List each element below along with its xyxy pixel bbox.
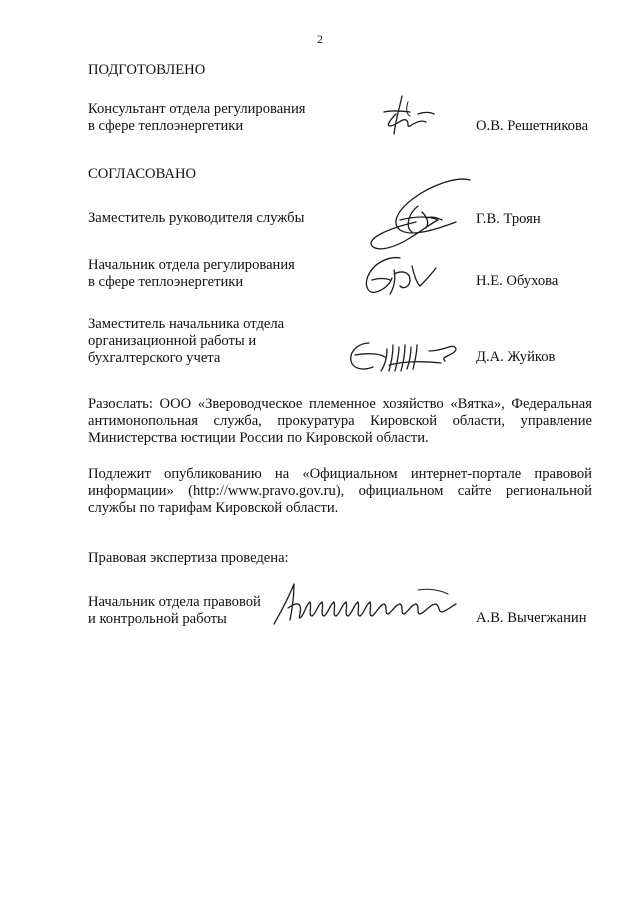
position-line: в сфере теплоэнергетики	[88, 274, 244, 290]
signature-obukhova	[360, 252, 442, 302]
position-line: Консультант отдела регулирования	[88, 101, 306, 117]
agreed-signer-position	[88, 257, 318, 291]
signature-reshetnikova	[372, 92, 442, 140]
agreed-heading: СОГЛАСОВАНО	[88, 166, 197, 182]
page-number: 2	[317, 32, 323, 46]
signature-zhuikov	[345, 335, 470, 377]
position-line: Начальник отдела регулирования	[88, 257, 295, 273]
signature-troyan	[360, 172, 480, 262]
distribution-list: Разослать: ООО «Звероводческое племенное хозяйство «Вятка», Федеральная антимонопольная служба, прокуратура Кировской области, управление Министерства юстиции России по Кировской области.	[88, 396, 592, 446]
agreed-signer-name: Г.В. Троян	[476, 211, 541, 227]
agreed-signer-position	[88, 210, 318, 227]
position-line: Заместитель руководителя службы	[88, 210, 305, 226]
position-line: Заместитель начальника отдела	[88, 316, 285, 332]
prepared-heading: ПОДГОТОВЛЕНО	[88, 62, 206, 78]
position-line: в сфере теплоэнергетики	[88, 118, 244, 134]
prepared-signer-position	[88, 101, 318, 135]
position-line: бухгалтерского учета	[88, 350, 221, 366]
position-line: организационной работы и	[88, 333, 257, 349]
agreed-signer-name: Н.Е. Обухова	[476, 273, 559, 289]
legal-review-heading: Правовая экспертиза проведена:	[88, 550, 289, 566]
position-line: Начальник отдела правовой	[88, 594, 261, 610]
legal-review-signer-name: А.В. Вычегжанин	[476, 610, 587, 626]
agreed-signer-position	[88, 316, 318, 367]
agreed-signer-name: Д.А. Жуйков	[476, 349, 556, 365]
position-line: и контрольной работы	[88, 611, 227, 627]
prepared-signer-name: О.В. Решетникова	[476, 118, 589, 134]
publication-note: Подлежит опубликованию на «Официальном интернет-портале правовой информации» (http://www.pravo.gov.ru), официальном сайте региональной службы по тарифам Кировской области.	[88, 466, 592, 516]
signature-vychegzhanin	[268, 580, 460, 628]
